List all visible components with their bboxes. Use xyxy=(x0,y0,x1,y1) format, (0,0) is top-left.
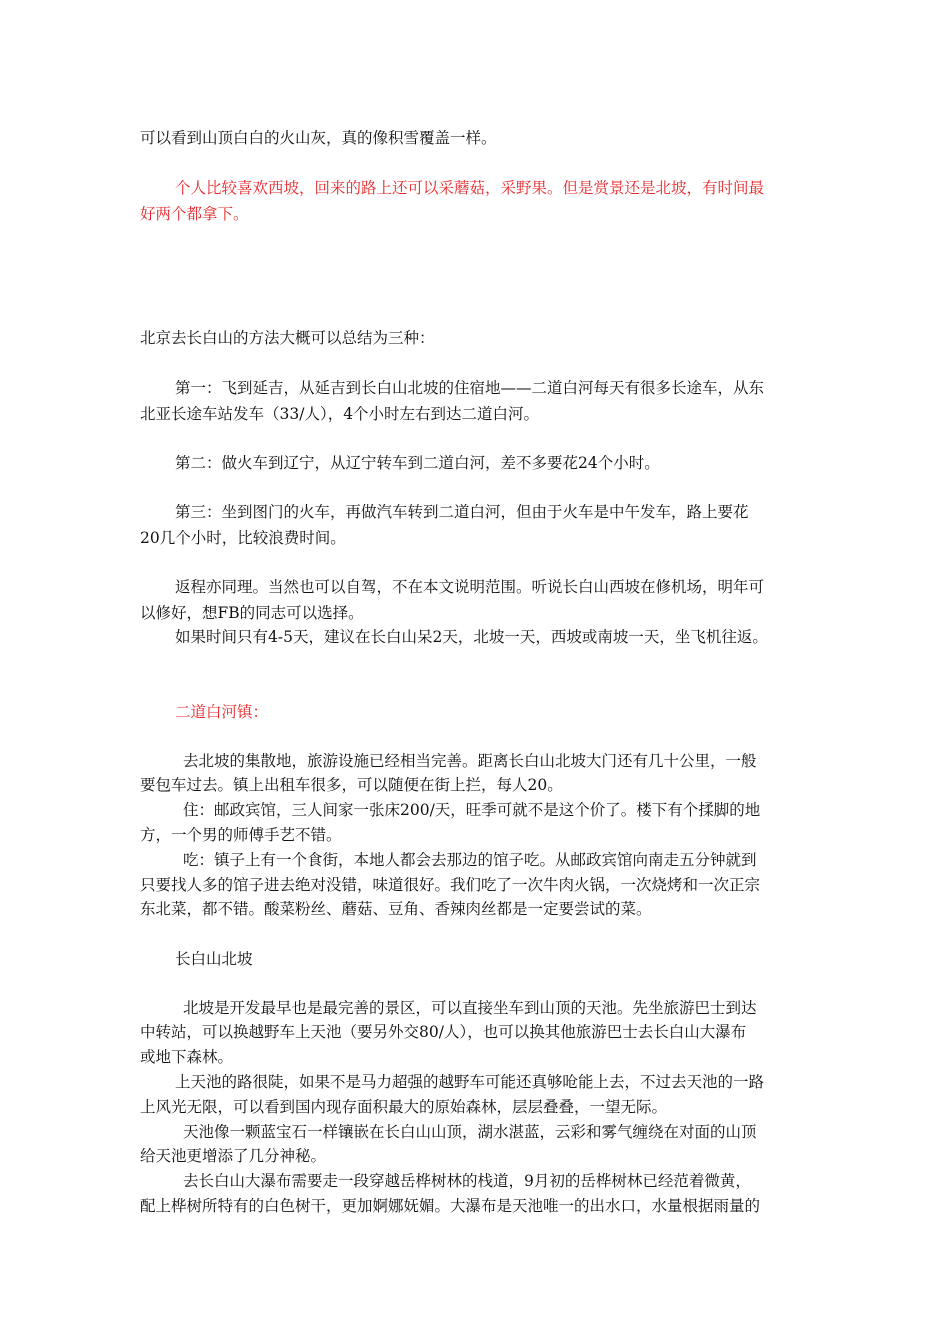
paragraph-line: 如果时间只有4-5天，建议在长白山呆2天，北坡一天，西坡或南坡一天，坐飞机往返。 xyxy=(175,628,768,646)
paragraph-line: 给天池更增添了几分神秘。 xyxy=(140,1147,327,1165)
paragraph-line: 20几个小时，比较浪费时间。 xyxy=(140,529,346,547)
paragraph-line: 第三：坐到图门的火车，再做汽车转到二道白河，但由于火车是中午发车，路上要花 xyxy=(175,503,749,521)
paragraph-line: 或地下森林。 xyxy=(140,1048,234,1066)
paragraph-line: 以修好，想FB的同志可以选择。 xyxy=(140,604,364,622)
paragraph-line: 去北坡的集散地，旅游设施已经相当完善。距离长白山北坡大门还有几十公里，一般 xyxy=(183,752,757,770)
paragraph-line: 上风光无限，可以看到国内现存面积最大的原始森林，层层叠叠，一望无际。 xyxy=(140,1098,668,1116)
paragraph-line: 北坡是开发最早也是最完善的景区，可以直接坐车到山顶的天池。先坐旅游巴士到达 xyxy=(183,999,757,1017)
paragraph-line: 吃：镇子上有一个食街，本地人都会去那边的馆子吃。从邮政宾馆向南走五分钟就到 xyxy=(183,851,757,869)
highlight-line: 好两个都拿下。 xyxy=(140,205,249,223)
section-intro: 北京去长白山的方法大概可以总结为三种： xyxy=(140,329,435,347)
paragraph-line: 第二：做火车到辽宁，从辽宁转车到二道白河，差不多要花24个小时。 xyxy=(175,454,660,472)
paragraph-line: 去长白山大瀑布需要走一段穿越岳桦树林的栈道，9月初的岳桦树林已经范着微黄， xyxy=(183,1172,751,1190)
paragraph-line: 返程亦同理。当然也可以自驾，不在本文说明范围。听说长白山西坡在修机场，明年可 xyxy=(175,578,765,596)
paragraph-line: 北亚长途车站发车（33/人），4个小时左右到达二道白河。 xyxy=(140,405,540,423)
section-heading: 长白山北坡 xyxy=(175,950,253,968)
paragraph-line: 东北菜，都不错。酸菜粉丝、蘑菇、豆角、香辣肉丝都是一定要尝试的菜。 xyxy=(140,900,652,918)
paragraph-line: 上天池的路很陡，如果不是马力超强的越野车可能还真够呛能上去，不过去天池的一路 xyxy=(175,1073,765,1091)
paragraph-line: 方，一个男的师傅手艺不错。 xyxy=(140,826,342,844)
paragraph-line: 可以看到山顶白白的火山灰，真的像积雪覆盖一样。 xyxy=(140,129,497,147)
paragraph-line: 第一：飞到延吉，从延吉到长白山北坡的住宿地——二道白河每天有很多长途车，从东 xyxy=(175,379,765,397)
paragraph-line: 住：邮政宾馆，三人间家一张床200/天，旺季可就不是这个价了。楼下有个揉脚的地 xyxy=(183,801,761,819)
paragraph-line: 配上桦树所特有的白色树干，更加婀娜妩媚。大瀑布是天池唯一的出水口，水量根据雨量的 xyxy=(140,1197,761,1215)
paragraph-line: 天池像一颗蓝宝石一样镶嵌在长白山山顶，湖水湛蓝，云彩和雾气缠绕在对面的山顶 xyxy=(183,1123,757,1141)
highlight-line: 个人比较喜欢西坡，回来的路上还可以采蘑菇，采野果。但是赏景还是北坡，有时间最 xyxy=(175,179,765,197)
paragraph-line: 只要找人多的馆子进去绝对没错，味道很好。我们吃了一次牛肉火锅，一次烧烤和一次正宗 xyxy=(140,876,761,894)
paragraph-line: 中转站，可以换越野车上天池（要另外交80/人），也可以换其他旅游巴士去长白山大瀑布 xyxy=(140,1023,747,1041)
paragraph-line: 要包车过去。镇上出租车很多，可以随便在街上拦，每人20。 xyxy=(140,776,563,794)
section-heading: 二道白河镇： xyxy=(175,703,269,721)
